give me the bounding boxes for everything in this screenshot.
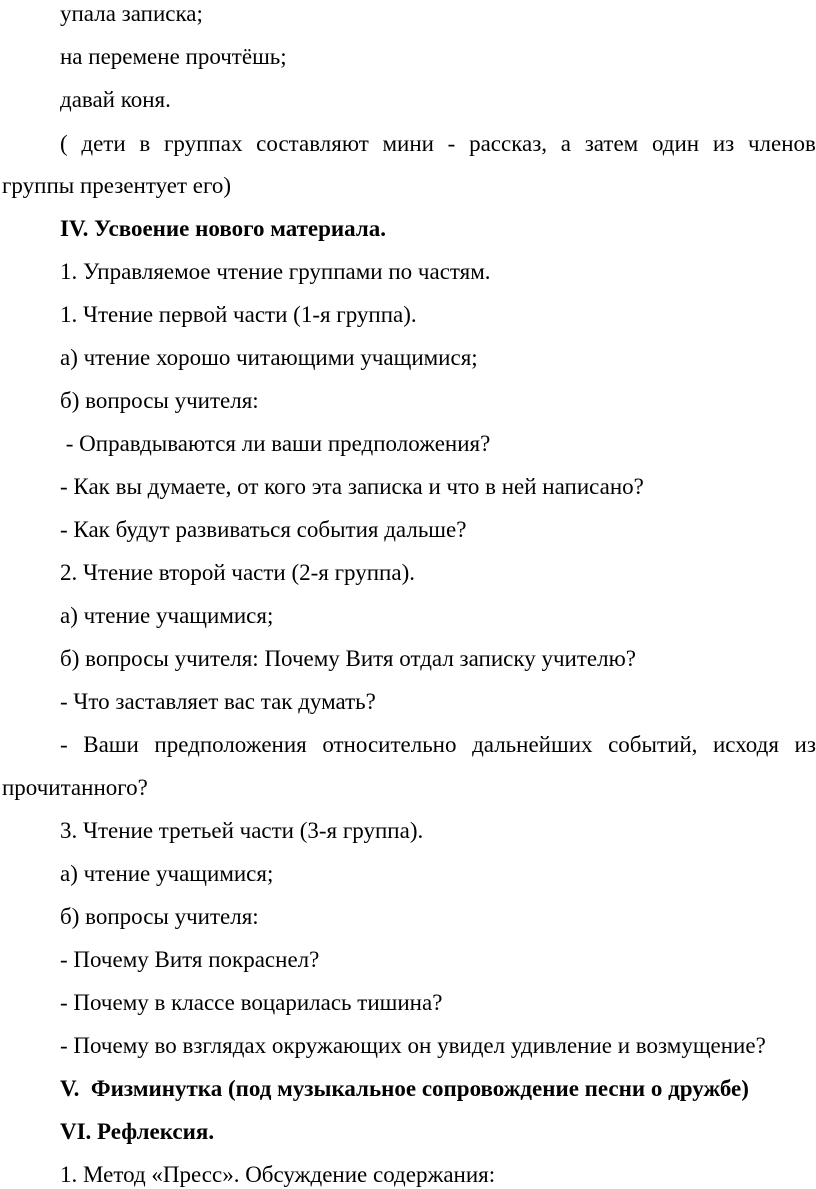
word: составляют xyxy=(256,131,369,156)
text-line: 1. Метод «Пресс». Обсуждение содержания: xyxy=(60,1162,496,1187)
text-line: давай коня. xyxy=(60,87,171,112)
word: а xyxy=(560,131,571,156)
question-line: - Почему в классе воцарилась тишина? xyxy=(60,990,443,1015)
text-line: на перемене прочтёшь; xyxy=(60,44,287,69)
word: дети xyxy=(81,131,126,156)
question-line: - Как вы думаете, от кого эта записка и что в ней написано? xyxy=(60,474,644,499)
text-line: б) вопросы учителя: xyxy=(60,388,259,413)
question-line: - Почему во взглядах окружающих он увидел удивление и возмущение? xyxy=(60,1033,766,1058)
section-heading: VI. Рефлексия. xyxy=(60,1119,215,1144)
word: затем xyxy=(584,131,639,156)
word: группах xyxy=(163,131,243,156)
word: событий, xyxy=(608,732,698,757)
text-line: а) чтение хорошо читающими учащимися; xyxy=(60,345,478,370)
word: из xyxy=(712,131,735,156)
text-line: упала записка; xyxy=(60,1,203,26)
word: предположения xyxy=(154,732,307,757)
text-line: а) чтение учащимися; xyxy=(60,861,274,886)
justified-line xyxy=(60,130,816,158)
word: Ваши xyxy=(83,732,139,757)
question-line: - Почему Витя покраснел? xyxy=(60,947,320,972)
section-heading: IV. Усвоение нового материала. xyxy=(60,216,387,241)
word: один xyxy=(651,131,700,156)
word: в xyxy=(139,131,151,156)
word: рассказ, xyxy=(469,131,548,156)
word: членов xyxy=(747,131,816,156)
text-line: б) вопросы учителя: xyxy=(60,904,259,929)
text-line: 1. Чтение первой части (1-я группа). xyxy=(60,302,417,327)
text-line: б) вопросы учителя: Почему Витя отдал записку учителю? xyxy=(60,646,636,671)
word: ( xyxy=(60,131,68,156)
text-line: а) чтение учащимися; xyxy=(60,603,274,628)
text-line: группы презентует его) xyxy=(2,173,232,198)
word: - xyxy=(60,732,68,757)
word: дальнейших xyxy=(472,732,593,757)
word: из xyxy=(794,732,816,757)
word: - xyxy=(447,131,456,156)
section-heading: V. Физминутка (под музыкальное сопровождение песни о дружбе) xyxy=(60,1076,749,1101)
question-line: - Как будут развиваться события дальше? xyxy=(60,517,467,542)
text-line: 3. Чтение третьей части (3-я группа). xyxy=(60,818,424,843)
text-line: 1. Управляемое чтение группами по частям. xyxy=(60,259,491,284)
text-line: 2. Чтение второй части (2-я группа). xyxy=(60,560,415,585)
word: относительно xyxy=(322,732,457,757)
word: мини xyxy=(382,131,434,156)
text-line: прочитанного? xyxy=(2,775,148,800)
question-line: - Что заставляет вас так думать? xyxy=(60,689,376,714)
word: исходя xyxy=(712,732,779,757)
question-line: - Оправдываются ли ваши предположения? xyxy=(60,431,491,456)
justified-line xyxy=(60,731,816,759)
